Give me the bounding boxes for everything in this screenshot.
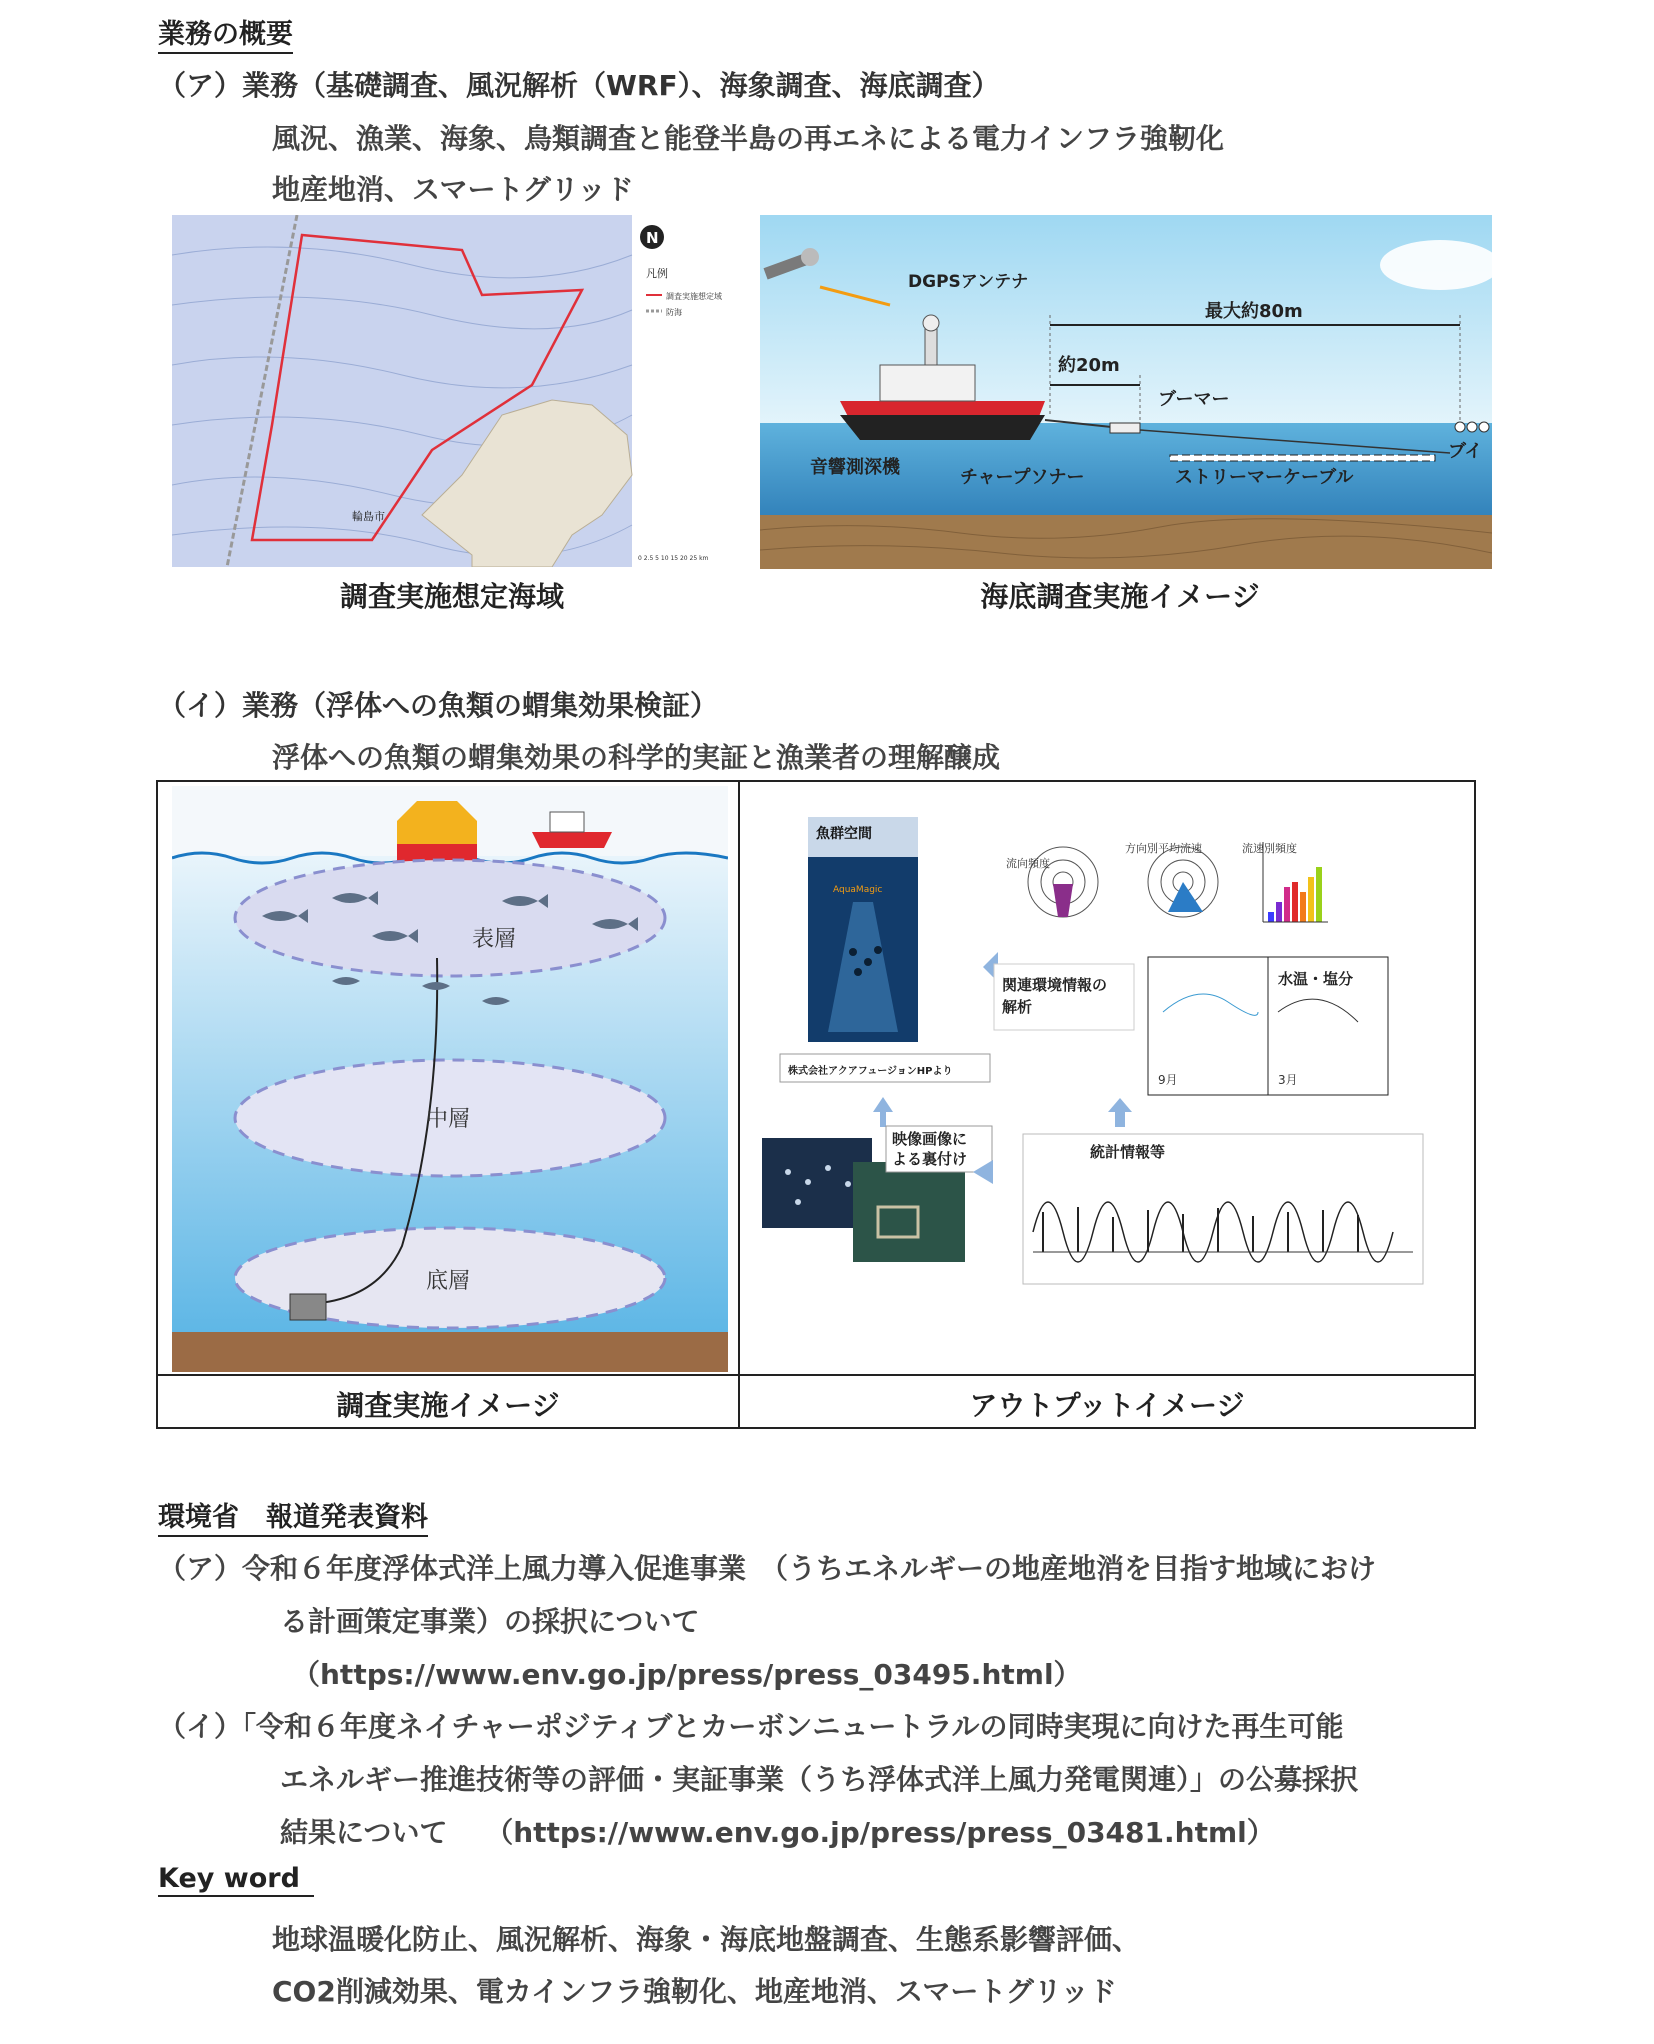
svg-text:N: N <box>646 229 659 247</box>
sep-label: 9月 <box>1158 1073 1178 1087</box>
press-b-line2: エネルギー推進技術等の評価・実証事業（うち浮体式洋上風力発電関連）」の公募採択 <box>280 1763 1359 1796</box>
map-scale: 0 2.5 5 10 15 20 25 km <box>638 555 709 562</box>
task-a-line2: 地産地消、スマートグリッド <box>272 173 634 206</box>
dgps-label: DGPSアンテナ <box>908 272 1029 292</box>
boomer-label: ブーマー <box>1158 389 1230 410</box>
map-caption: 調査実施想定海域 <box>339 580 564 613</box>
press-a-line2: る計画策定事業）の採択について <box>280 1605 700 1638</box>
task-b-figure-table <box>156 780 1476 1429</box>
env-analysis-label-2: 解析 <box>1002 998 1033 1016</box>
survey-area-map <box>172 215 742 567</box>
chirp-sonar-label: チャープソナー <box>960 467 1085 488</box>
press-a-line1: （ア）令和６年度浮体式洋上風力導入促進事業 （うちエネルギーの地産地消を目指す地域におけ <box>158 1552 1377 1585</box>
streamer-label: ストリーマーケーブル <box>1175 467 1354 488</box>
fish-survey-illustration <box>172 786 728 1372</box>
twenty-m-label: 約20m <box>1058 355 1120 376</box>
task-a-title: （ア）業務（基礎調査、風況解析（WRF）、海象調査、海底調査） <box>158 69 1000 102</box>
keyword-line1: 地球温暖化防止、風況解析、海象・海底地盤調査、生態系影響評価、 <box>272 1923 1141 1956</box>
press-b-line1: （イ）「令和６年度ネイチャーポジティブとカーボンニュートラルの同時実現に向けた再生可能 <box>158 1710 1344 1743</box>
temp-salinity-label: 水温・塩分 <box>1278 970 1354 988</box>
aquamagic-label: AquaMagic <box>833 885 883 895</box>
legend-item-boundary: 防海 <box>666 308 682 317</box>
press-b-line3[interactable]: 結果について （https://www.env.go.jp/press/press_03481.html） <box>280 1816 1275 1849</box>
task-b-line1: 浮体への魚類の蝟集効果の科学的実証と漁業者の理解醸成 <box>272 741 1001 774</box>
aquafusion-credit: 株式会社アクアフュージョンHPより <box>788 1066 953 1077</box>
surface-layer-label: 表層 <box>472 927 517 952</box>
echo-sounder-label: 音響測深機 <box>810 457 900 478</box>
legend-title: 凡例 <box>646 267 668 280</box>
press-a-url[interactable]: （https://www.env.go.jp/press/press_03495.html） <box>292 1658 1082 1691</box>
press-heading: 環境省 報道発表資料 <box>158 1495 428 1537</box>
buoy-label: ブイ <box>1448 441 1483 462</box>
seabed-caption: 海底調査実施イメージ <box>980 580 1260 613</box>
video-evidence-label: 映像画像に <box>892 1130 968 1148</box>
keyword-line2: CO2削減効果、電カインフラ強靭化、地産地消、スマートグリッド <box>272 1975 1117 2008</box>
fish-space-label: 魚群空間 <box>816 826 872 842</box>
keyword-heading: Key word <box>158 1863 314 1897</box>
middle-layer-label: 中層 <box>426 1107 471 1132</box>
flow-freq-label: 流向頻度 <box>1006 857 1050 870</box>
survey-image-caption: 調査実施イメージ <box>336 1389 560 1422</box>
dir-speed-label: 方向別平均流速 <box>1125 842 1202 855</box>
mar-label: 3月 <box>1278 1073 1298 1087</box>
video-evidence-label-2: よる裏付け <box>892 1150 968 1168</box>
overview-heading: 業務の概要 <box>158 12 293 54</box>
statistics-label: 統計情報等 <box>1090 1143 1166 1161</box>
env-analysis-label: 関連環境情報の <box>1002 976 1108 994</box>
task-a-line1: 風況、漁業、海象、鳥類調査と能登半島の再エネによる電力インフラ強靭化 <box>272 122 1225 155</box>
speed-freq-label: 流速別頻度 <box>1242 842 1297 855</box>
output-illustration <box>758 812 1458 1372</box>
legend-item-survey: 調査実施想定域 <box>666 292 722 301</box>
seabed-survey-figure <box>760 215 1492 569</box>
output-image-caption: アウトプットイメージ <box>969 1389 1245 1422</box>
max-distance-label: 最大約80m <box>1205 301 1303 322</box>
task-b-title: （イ）業務（浮体への魚類の蝟集効果検証） <box>158 689 719 722</box>
city-label: 輪島市 <box>352 510 385 523</box>
bottom-layer-label: 底層 <box>426 1269 471 1294</box>
